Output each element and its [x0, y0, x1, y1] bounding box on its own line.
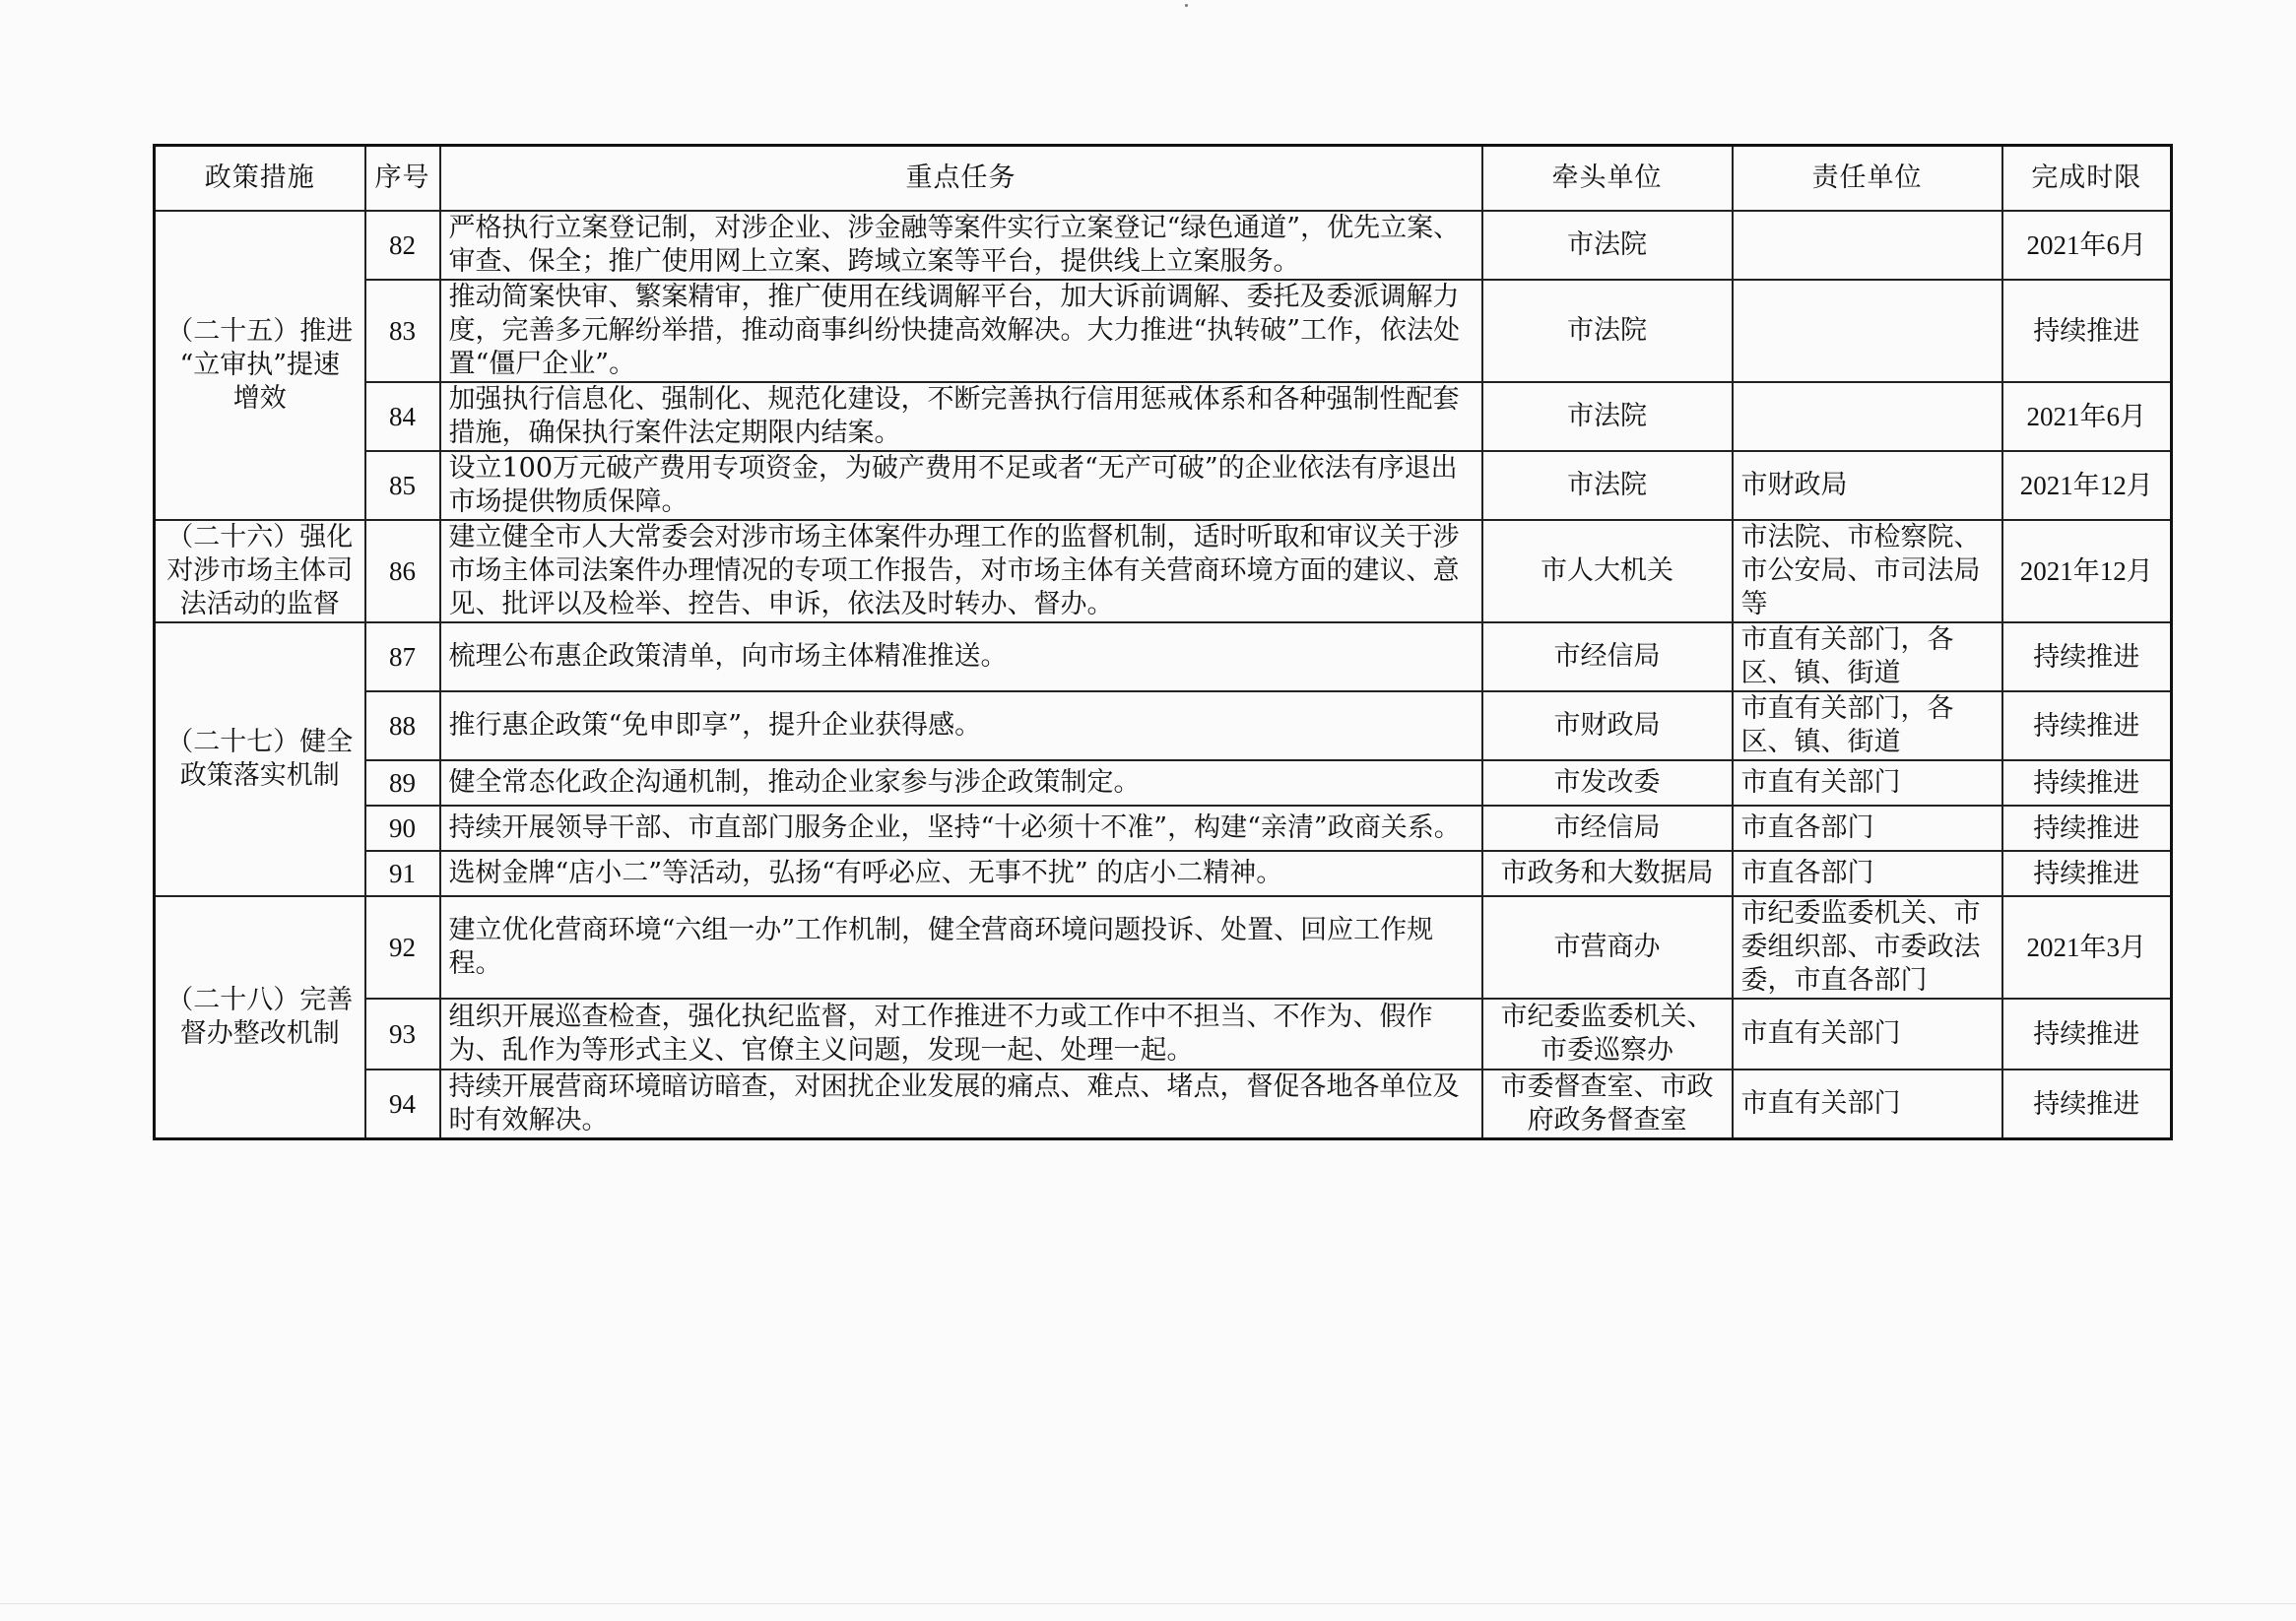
lead-unit-cell: 市政务和大数据局 — [1482, 851, 1733, 896]
task-cell: 推动简案快审、繁案精审，推广使用在线调解平台，加大诉前调解、委托及委派调解力度，完善多元解纷举措，推动商事纠纷快捷高效解决。大力推进“执转破”工作，依法处置“僵尸企业”。 — [440, 280, 1482, 382]
table-row — [155, 622, 2172, 691]
header-seq: 序号 — [365, 146, 440, 212]
table-body — [155, 211, 2172, 1139]
table-header — [155, 146, 2172, 212]
seq-cell: 82 — [365, 211, 440, 280]
lead-unit-cell: 市委督查室、市政府政务督查室 — [1482, 1070, 1733, 1139]
header-measure: 政策措施 — [155, 146, 365, 212]
header-task: 重点任务 — [440, 146, 1482, 212]
policy-task-table — [153, 144, 2173, 1140]
table-row — [155, 896, 2172, 999]
table-row — [155, 382, 2172, 451]
header-lead: 牵头单位 — [1482, 146, 1733, 212]
measure-cell — [155, 520, 365, 622]
seq-cell: 92 — [365, 896, 440, 999]
lead-unit-cell: 市营商办 — [1482, 896, 1733, 999]
deadline-cell: 持续推进 — [2002, 760, 2172, 806]
table-row — [155, 520, 2172, 622]
deadline-cell: 持续推进 — [2002, 622, 2172, 691]
measure-label: （二十六）强化 对涉市场主体司 法活动的监督 — [166, 522, 354, 619]
header-responsible: 责任单位 — [1733, 146, 2002, 212]
responsible-unit-cell: 市法院、市检察院、市公安局、市司法局等 — [1733, 520, 2002, 622]
seq-cell: 88 — [365, 691, 440, 760]
lead-unit-cell: 市发改委 — [1482, 760, 1733, 806]
table-row — [155, 851, 2172, 896]
task-cell: 建立优化营商环境“六组一办”工作机制，健全营商环境问题投诉、处置、回应工作规程。 — [440, 896, 1482, 999]
table-row — [155, 211, 2172, 280]
deadline-cell: 持续推进 — [2002, 1070, 2172, 1139]
deadline-cell: 持续推进 — [2002, 691, 2172, 760]
responsible-unit-cell: 市直有关部门 — [1733, 999, 2002, 1070]
deadline-cell: 2021年12月 — [2002, 520, 2172, 622]
table-row — [155, 760, 2172, 806]
deadline-cell: 2021年6月 — [2002, 382, 2172, 451]
responsible-unit-cell: 市直各部门 — [1733, 806, 2002, 851]
responsible-unit-cell: 市纪委监委机关、市委组织部、市委政法委，市直各部门 — [1733, 896, 2002, 999]
table-row — [155, 280, 2172, 382]
task-cell: 加强执行信息化、强制化、规范化建设，不断完善执行信用惩戒体系和各种强制性配套措施，确保执行案件法定期限内结案。 — [440, 382, 1482, 451]
seq-cell: 89 — [365, 760, 440, 806]
seq-cell: 86 — [365, 520, 440, 622]
scan-speck — [1185, 4, 1188, 7]
lead-unit-cell: 市法院 — [1482, 451, 1733, 520]
deadline-cell: 持续推进 — [2002, 806, 2172, 851]
task-cell: 持续开展营商环境暗访暗查，对困扰企业发展的痛点、难点、堵点，督促各地各单位及时有效解决。 — [440, 1070, 1482, 1139]
measure-label: （二十七）健全 政策落实机制 — [166, 727, 354, 791]
task-cell: 持续开展领导干部、市直部门服务企业，坚持“十必须十不准”，构建“亲清”政商关系。 — [440, 806, 1482, 851]
seq-cell: 94 — [365, 1070, 440, 1139]
responsible-unit-cell: 市直有关部门 — [1733, 1070, 2002, 1139]
seq-cell: 87 — [365, 622, 440, 691]
table-row — [155, 451, 2172, 520]
seq-cell: 91 — [365, 851, 440, 896]
lead-unit-cell: 市人大机关 — [1482, 520, 1733, 622]
deadline-cell: 2021年6月 — [2002, 211, 2172, 280]
table-row — [155, 691, 2172, 760]
task-cell: 选树金牌“店小二”等活动，弘扬“有呼必应、无事不扰” 的店小二精神。 — [440, 851, 1482, 896]
lead-unit-cell: 市经信局 — [1482, 806, 1733, 851]
lead-unit-cell: 市经信局 — [1482, 622, 1733, 691]
lead-unit-cell: 市法院 — [1482, 211, 1733, 280]
seq-cell: 84 — [365, 382, 440, 451]
lead-unit-cell: 市财政局 — [1482, 691, 1733, 760]
deadline-cell: 持续推进 — [2002, 280, 2172, 382]
deadline-cell: 2021年12月 — [2002, 451, 2172, 520]
responsible-unit-cell: 市直有关部门，各区、镇、街道 — [1733, 622, 2002, 691]
measure-cell — [155, 896, 365, 1139]
responsible-unit-cell: 市直有关部门 — [1733, 760, 2002, 806]
measure-label: （二十五）推进 “立审执”提速 增效 — [166, 316, 354, 414]
measure-cell — [155, 211, 365, 520]
responsible-unit-cell: 市直各部门 — [1733, 851, 2002, 896]
table-row — [155, 1070, 2172, 1139]
lead-unit-cell: 市纪委监委机关、市委巡察办 — [1482, 999, 1733, 1070]
table-row — [155, 999, 2172, 1070]
header-deadline: 完成时限 — [2002, 146, 2172, 212]
lead-unit-cell: 市法院 — [1482, 280, 1733, 382]
seq-cell: 93 — [365, 999, 440, 1070]
task-cell: 推行惠企政策“免申即享”，提升企业获得感。 — [440, 691, 1482, 760]
header-row — [155, 146, 2172, 212]
scan-edge-line — [0, 1603, 2296, 1604]
seq-cell: 85 — [365, 451, 440, 520]
seq-cell: 83 — [365, 280, 440, 382]
responsible-unit-cell — [1733, 280, 2002, 382]
seq-cell: 90 — [365, 806, 440, 851]
task-cell: 设立100万元破产费用专项资金，为破产费用不足或者“无产可破”的企业依法有序退出市场提供物质保障。 — [440, 451, 1482, 520]
deadline-cell: 持续推进 — [2002, 851, 2172, 896]
responsible-unit-cell — [1733, 382, 2002, 451]
deadline-cell: 持续推进 — [2002, 999, 2172, 1070]
measure-label: （二十八）完善 督办整改机制 — [166, 985, 354, 1049]
responsible-unit-cell — [1733, 211, 2002, 280]
task-cell: 严格执行立案登记制，对涉企业、涉金融等案件实行立案登记“绿色通道”，优先立案、审查、保全；推广使用网上立案、跨域立案等平台，提供线上立案服务。 — [440, 211, 1482, 280]
task-cell: 健全常态化政企沟通机制，推动企业家参与涉企政策制定。 — [440, 760, 1482, 806]
lead-unit-cell: 市法院 — [1482, 382, 1733, 451]
deadline-cell: 2021年3月 — [2002, 896, 2172, 999]
responsible-unit-cell: 市直有关部门，各区、镇、街道 — [1733, 691, 2002, 760]
task-cell: 建立健全市人大常委会对涉市场主体案件办理工作的监督机制，适时听取和审议关于涉市场主体司法案件办理情况的专项工作报告，对市场主体有关营商环境方面的建议、意见、批评以及检举、控告、申诉，依法及时转办、督办。 — [440, 520, 1482, 622]
measure-cell — [155, 622, 365, 896]
responsible-unit-cell: 市财政局 — [1733, 451, 2002, 520]
task-cell: 梳理公布惠企政策清单，向市场主体精准推送。 — [440, 622, 1482, 691]
table-row — [155, 806, 2172, 851]
task-cell: 组织开展巡查检查，强化执纪监督，对工作推进不力或工作中不担当、不作为、假作为、乱作为等形式主义、官僚主义问题，发现一起、处理一起。 — [440, 999, 1482, 1070]
